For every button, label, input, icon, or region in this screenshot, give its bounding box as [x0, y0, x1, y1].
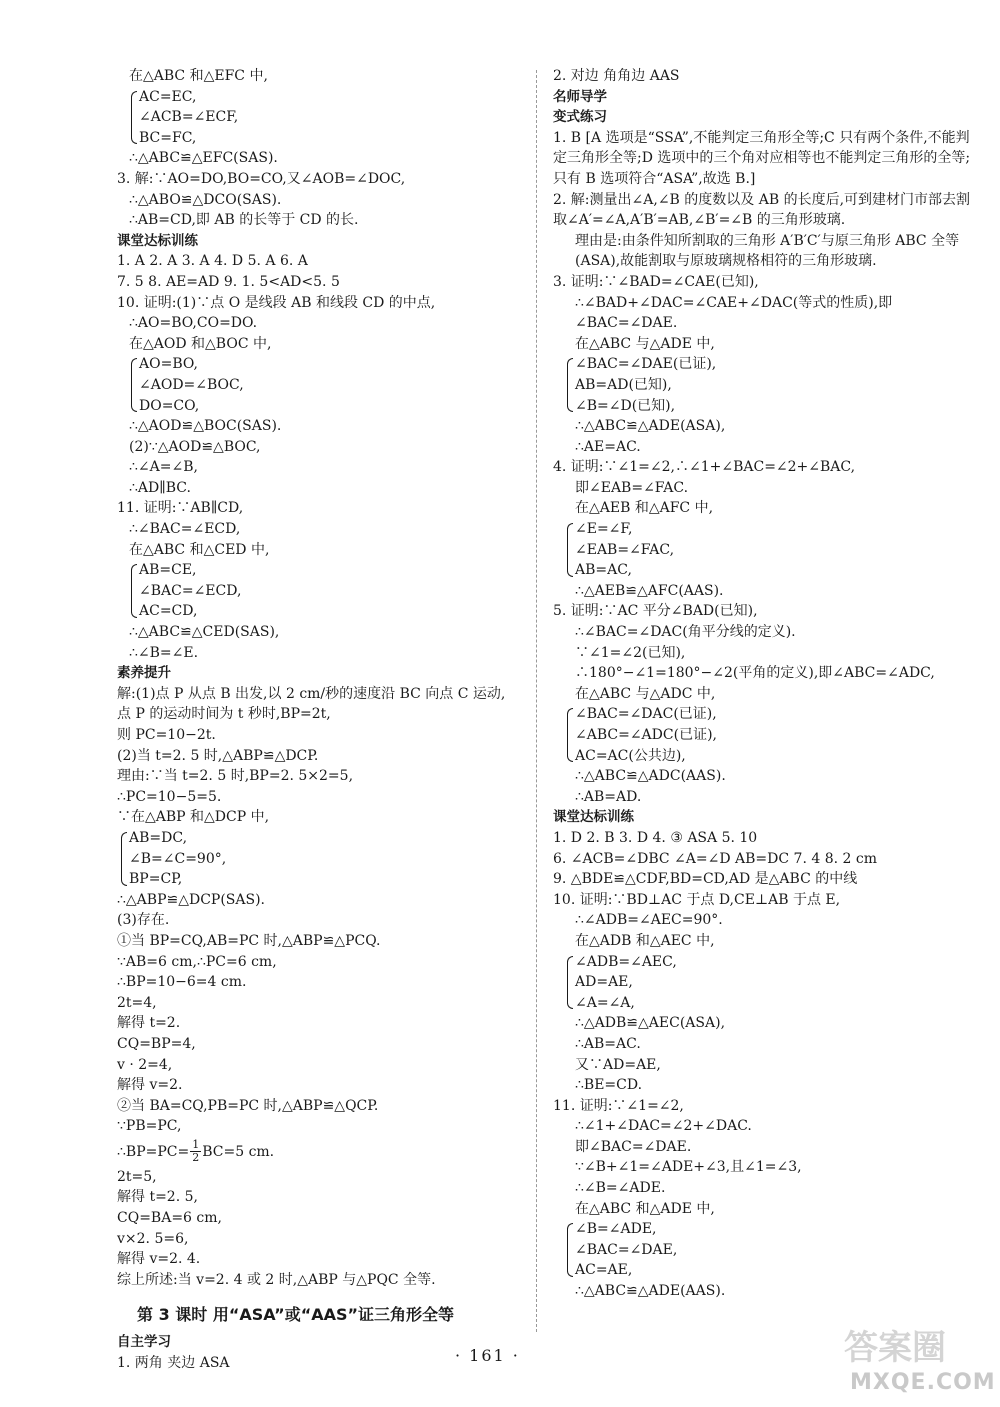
condition-line: ∠B=∠ADE, [575, 1221, 657, 1238]
section-subheading: 变式练习 [553, 109, 607, 126]
text-line: 理由:∵当 t=2. 5 时,BP=2. 5×2=5, [117, 768, 354, 785]
text-line: ∴∠B=∠E. [129, 644, 199, 661]
text-line: ∴∠BAD+∠DAC=∠CAE+∠DAC(等式的性质),即 [575, 294, 893, 311]
text-line: ∴AB=AD. [575, 788, 642, 805]
text-line: (2)当 t=2. 5 时,△ABP≌△DCP. [117, 747, 319, 764]
text-line: 5. 证明:∵AC 平分∠BAD(已知), [553, 603, 758, 620]
text-span: ∴BP=PC= [117, 1143, 190, 1160]
text-line: ∴∠ADB=∠AEC=90°. [575, 912, 723, 929]
text-line: ∴△AOD≌△BOC(SAS). [129, 418, 282, 435]
text-line: ∴△ABO≌△DCO(SAS). [129, 191, 282, 208]
text-line: (3)存在. [117, 912, 170, 929]
condition-line: ∠A=∠A, [575, 994, 635, 1011]
text-line: 在△ABC 与△ADE 中, [575, 335, 715, 352]
answer-line: 2. 对边 角角边 AAS [553, 68, 680, 84]
text-line: CQ=BA=6 cm, [117, 1210, 222, 1227]
watermark [840, 1320, 996, 1400]
condition-line: ∠ABC=∠ADC(已证), [575, 727, 717, 743]
text-line: ∴△ABP≌△DCP(SAS). [117, 891, 266, 908]
condition-line: ∠B=∠D(已知), [575, 397, 676, 414]
text-line: 2t=4, [117, 994, 157, 1011]
condition-brace [567, 704, 973, 766]
text-line: 在△ABC 和△CED 中, [129, 541, 270, 558]
condition-line: AC=AE, [575, 1262, 633, 1279]
text-line: 3. 解:∵AO=DO,BO=CO,又∠AOB=∠DOC, [117, 170, 406, 187]
text-line: (2)∵△AOD≌△BOC, [129, 438, 261, 455]
text-line: ①当 BP=CQ,AB=PC 时,△ABP≌△PCQ. [117, 932, 381, 949]
condition-brace [131, 87, 517, 149]
condition-line: ∠BAC=∠DAE(已证), [575, 356, 717, 373]
condition-brace [567, 354, 973, 416]
text-line: 综上所述:当 v=2. 4 或 2 时,△ABP 与△PQC 全等. [117, 1271, 436, 1288]
text-line: ∴∠B=∠ADE. [575, 1180, 666, 1197]
text-line: ∴△ABC≌△ADE(ASA), [575, 418, 726, 435]
text-line: ∴△AEB≌△AFC(AAS). [575, 582, 724, 599]
text-line: ∵∠1=∠2(已知), [575, 644, 686, 661]
text-line: ∵∠B+∠1=∠ADE+∠3,且∠1=∠3, [575, 1159, 802, 1176]
lesson-title: 第 3 课时 用“ASA”或“AAS”证三角形全等 [137, 1305, 455, 1325]
text-line: ∴AO=BO,CO=DO. [129, 315, 258, 332]
text-line: 即∠EAB=∠FAC. [575, 479, 689, 496]
text-line: v×2. 5=6, [117, 1230, 189, 1247]
condition-line: BP=CP, [129, 871, 183, 888]
paragraph: 理由是:由条件知所割取的三角形 A′B′C′与原三角形 ABC 全等(ASA),故能割取与原玻璃规格相符的三角形玻璃. [575, 232, 960, 270]
text-line: 在△AOD 和△BOC 中, [129, 335, 272, 352]
condition-line: DO=CO, [139, 397, 200, 414]
text-line: ∴△ADB≌△AEC(ASA), [575, 1015, 726, 1032]
text-line: 在△ABC 和△ADE 中, [575, 1200, 715, 1217]
text-line: v · 2=4, [117, 1056, 173, 1073]
text-line: ∴BE=CD. [575, 1077, 643, 1094]
text-line: 解得 v=2. 4. [117, 1251, 201, 1268]
text-line: 又∵AD=AE, [575, 1056, 661, 1073]
section-heading: 课堂达标训练 [553, 809, 634, 826]
text-line: ∴∠BAC=∠DAC(角平分线的定义). [575, 624, 796, 641]
text-line: ∵AB=6 cm,∴PC=6 cm, [117, 953, 277, 970]
text-line: ∠BAC=∠DAE. [575, 315, 678, 332]
text-line: ∴AB=CD,即 AB 的长等于 CD 的长. [129, 212, 359, 229]
answer-line: 6. ∠ACB=∠DBC ∠A=∠D AB=DC 7. 4 8. 2 cm [553, 850, 877, 867]
text-line: 3. 证明:∵∠BAD=∠CAE(已知), [553, 273, 759, 290]
text-span: BC=5 cm. [202, 1143, 275, 1160]
text-line: ∴AB=AC. [575, 1035, 641, 1052]
section-heading: 名师导学 [553, 88, 607, 105]
column-divider [536, 70, 537, 1332]
text-line: 2t=5, [117, 1168, 157, 1185]
text-line: 11. 证明:∵∠1=∠2, [553, 1097, 684, 1114]
text-line: 解得 t=2. 5, [117, 1189, 198, 1206]
text-line: ∴△ABC≌△EFC(SAS). [129, 150, 278, 167]
condition-line: ∠BAC=∠DAE, [575, 1241, 678, 1258]
text-line: ∵PB=PC, [117, 1118, 182, 1135]
condition-line: AB=AC, [575, 562, 632, 579]
condition-brace [131, 354, 517, 416]
condition-line: AB=DC, [129, 829, 188, 846]
condition-line: ∠ACB=∠ECF, [139, 109, 239, 126]
paragraph: 解:(1)点 P 从点 B 出发,以 2 cm/秒的速度沿 BC 向点 C 运动,点 P 的运动时间为 t 秒时,BP=2t, [117, 685, 506, 723]
condition-line: AB=AD(已知), [575, 376, 672, 393]
text-line: ∴△ABC≌△ADC(AAS). [575, 768, 726, 785]
condition-line: AC=CD, [139, 603, 198, 620]
condition-line: AC=AC(公共边), [575, 747, 686, 764]
section-heading: 素养提升 [117, 665, 171, 682]
condition-line: ∠ADB=∠AEC, [575, 953, 677, 970]
text-line: ②当 BA=CQ,PB=PC 时,△ABP≌△QCP. [117, 1097, 379, 1114]
text-line: 则 PC=10−2t. [117, 727, 216, 743]
fraction-line [117, 1137, 517, 1167]
text-line: CQ=BP=4, [117, 1035, 196, 1052]
text-line: ∴180°−∠1=180°−∠2(平角的定义),即∠ABC=∠ADC, [575, 665, 935, 682]
text-line: 10. 证明:∵BD⊥AC 于点 D,CE⊥AB 于点 E, [553, 891, 841, 908]
text-line: ∴△ABC≌△CED(SAS), [129, 624, 280, 641]
condition-line: AD=AE, [575, 974, 633, 991]
text-line: ∴∠A=∠B, [129, 459, 198, 476]
condition-line: ∠EAB=∠FAC, [575, 541, 675, 558]
text-line: 11. 证明:∵AB∥CD, [117, 500, 244, 517]
paragraph: 1. B [A 选项是“SSA”,不能判定三角形全等;C 只有两个条件,不能判定三角形全等;D 选项中的三个角对应相等也不能判定三角形的全等;只有 B 选项符合“ASA”,故选 B.] [553, 129, 971, 187]
text-line: ∴BP=10−6=4 cm. [117, 974, 247, 991]
watermark-logo: 答案圈 [844, 1328, 946, 1368]
text-line: 在△AEB 和△AFC 中, [575, 500, 714, 517]
right-column [553, 66, 973, 1302]
condition-brace [567, 952, 973, 1014]
answer-line: 1. D 2. B 3. D 4. ③ ASA 5. 10 [553, 829, 758, 846]
condition-line: ∠B=∠C=90°, [129, 850, 227, 867]
fraction-numerator: 1 [192, 1138, 200, 1152]
text-line: 在△ABC 与△ADC 中, [575, 685, 716, 702]
condition-line: ∠BAC=∠ECD, [139, 582, 242, 599]
text-line: 解得 t=2. [117, 1015, 181, 1032]
answer-line: 9. △BDE≌△CDF,BD=CD,AD 是△ABC 的中线 [553, 871, 858, 888]
text-line: ∴PC=10−5=5. [117, 788, 222, 805]
text-line: 4. 证明:∵∠1=∠2,∴∠1+∠BAC=∠2+∠BAC, [553, 459, 856, 476]
fraction [190, 1139, 201, 1164]
condition-line: AO=BO, [139, 356, 198, 373]
answer-line: 1. 两角 夹边 ASA [117, 1355, 230, 1372]
condition-brace [567, 519, 973, 581]
condition-line: AC=EC, [139, 88, 197, 105]
text-line: ∴∠1+∠DAC=∠2+∠DAC. [575, 1118, 752, 1135]
text-line: 在△ABC 和△EFC 中, [129, 68, 268, 84]
condition-line: ∠AOD=∠BOC, [139, 376, 244, 393]
text-line: ∴△ABC≌△ADE(AAS). [575, 1283, 726, 1300]
text-line: 在△ADB 和△AEC 中, [575, 932, 715, 949]
condition-line: AB=CE, [139, 562, 197, 579]
paragraph: 2. 解:测量出∠A,∠B 的度数以及 AB 的长度后,可到建材门市部去割取∠A′=∠A,A′B′=AB,∠B′=∠B 的三角形玻璃. [553, 191, 971, 229]
condition-line: BC=FC, [139, 129, 197, 146]
watermark-url: MXQE.COM [850, 1370, 996, 1395]
condition-brace [567, 1219, 973, 1281]
left-column [117, 66, 517, 1374]
text-line: 即∠BAC=∠DAE. [575, 1138, 692, 1155]
text-line: 解得 v=2. [117, 1077, 183, 1094]
text-line: ∴∠BAC=∠ECD, [129, 521, 241, 538]
text-line: 10. 证明:(1)∵点 O 是线段 AB 和线段 CD 的中点, [117, 294, 436, 311]
text-line: ∴AE=AC. [575, 438, 641, 455]
text-line: ∵在△ABP 和△DCP 中, [117, 809, 270, 826]
page-number: · 161 · [455, 1346, 520, 1365]
section-heading: 自主学习 [117, 1334, 171, 1351]
text-line: ∴AD∥BC. [129, 479, 191, 496]
condition-line: ∠E=∠F, [575, 521, 633, 538]
condition-line: ∠BAC=∠DAC(已证), [575, 706, 717, 723]
section-heading: 课堂达标训练 [117, 232, 198, 249]
condition-brace [131, 560, 517, 622]
condition-brace [121, 828, 517, 890]
answer-line: 1. A 2. A 3. A 4. D 5. A 6. A [117, 253, 308, 270]
answer-line: 7. 5 8. AE=AD 9. 1. 5<AD<5. 5 [117, 273, 340, 290]
fraction-denominator: 2 [192, 1151, 200, 1165]
